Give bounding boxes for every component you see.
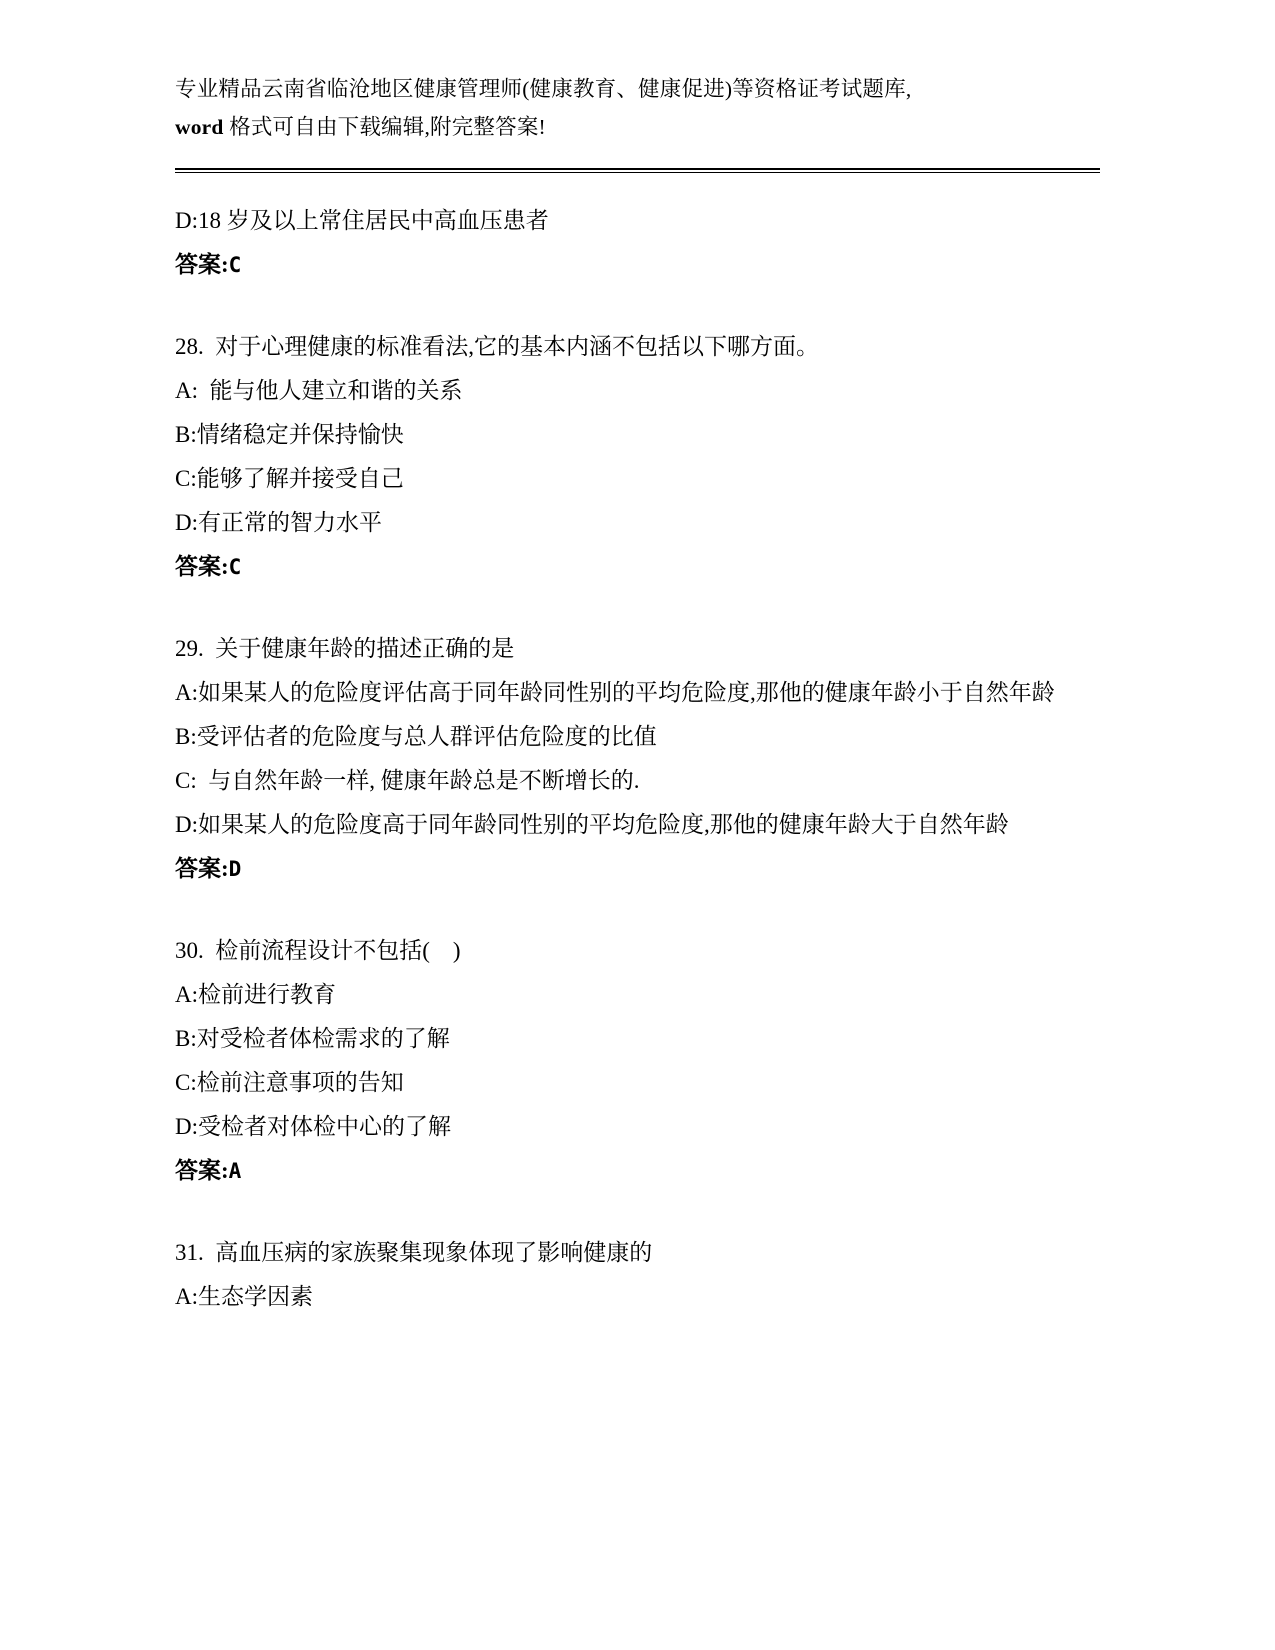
document-header xyxy=(175,70,1100,146)
answer-line xyxy=(175,847,1100,891)
header-format-word: word xyxy=(175,115,224,139)
option-line: D:有正常的智力水平 xyxy=(175,510,382,535)
question-number: 31. xyxy=(175,1240,204,1265)
question-stem xyxy=(175,325,1100,369)
answer-value: D xyxy=(228,857,242,881)
option-line: C:检前注意事项的告知 xyxy=(175,1070,404,1095)
question-block-31 xyxy=(175,1231,1100,1319)
option-line: C: 与自然年龄一样, 健康年龄总是不断增长的. xyxy=(175,768,640,793)
option-line: D:受检者对体检中心的了解 xyxy=(175,1114,451,1139)
answer-value: C xyxy=(228,253,242,277)
answer-line xyxy=(175,243,1100,287)
answer-label: 答案: xyxy=(175,252,229,277)
answer-line xyxy=(175,545,1100,589)
answer-value: C xyxy=(228,555,242,579)
question-block-30 xyxy=(175,929,1100,1193)
question-number: 29. xyxy=(175,636,204,661)
option-line: C:能够了解并接受自己 xyxy=(175,466,404,491)
header-divider-bottom xyxy=(175,172,1100,173)
header-divider-top xyxy=(175,168,1100,170)
question-block-prev-tail xyxy=(175,199,1100,287)
option-line: A: 能与他人建立和谐的关系 xyxy=(175,378,463,403)
question-stem xyxy=(175,627,1100,671)
option-line: B:受评估者的危险度与总人群评估危险度的比值 xyxy=(175,724,657,749)
question-number: 30. xyxy=(175,938,204,963)
header-line-2: 格式可自由下载编辑,附完整答案! xyxy=(229,115,546,139)
answer-label: 答案: xyxy=(175,554,229,579)
question-stem xyxy=(175,1231,1100,1275)
question-stem xyxy=(175,929,1100,973)
document-body xyxy=(175,199,1100,1319)
option-line: D:如果某人的危险度高于同年龄同性别的平均危险度,那他的健康年龄大于自然年龄 xyxy=(175,812,1009,837)
question-text: 对于心理健康的标准看法,它的基本内涵不包括以下哪方面。 xyxy=(215,334,819,359)
question-text: 关于健康年龄的描述正确的是 xyxy=(215,636,515,661)
question-text: 高血压病的家族聚集现象体现了影响健康的 xyxy=(215,1240,653,1265)
question-text: 检前流程设计不包括( ) xyxy=(215,938,461,963)
question-number: 28. xyxy=(175,334,204,359)
question-block-29 xyxy=(175,627,1100,891)
option-line: A:如果某人的危险度评估高于同年龄同性别的平均危险度,那他的健康年龄小于自然年龄 xyxy=(175,680,1055,705)
question-block-28 xyxy=(175,325,1100,589)
answer-label: 答案: xyxy=(175,856,229,881)
option-line: A:生态学因素 xyxy=(175,1284,313,1309)
option-line: B:对受检者体检需求的了解 xyxy=(175,1026,450,1051)
header-line-1: 专业精品云南省临沧地区健康管理师(健康教育、健康促进)等资格证考试题库, xyxy=(175,77,912,101)
option-line: A:检前进行教育 xyxy=(175,982,336,1007)
answer-label: 答案: xyxy=(175,1158,229,1183)
answer-value: A xyxy=(228,1159,242,1183)
answer-line xyxy=(175,1149,1100,1193)
option-line: D:18 岁及以上常住居民中高血压患者 xyxy=(175,208,549,233)
option-line: B:情绪稳定并保持愉快 xyxy=(175,422,404,447)
